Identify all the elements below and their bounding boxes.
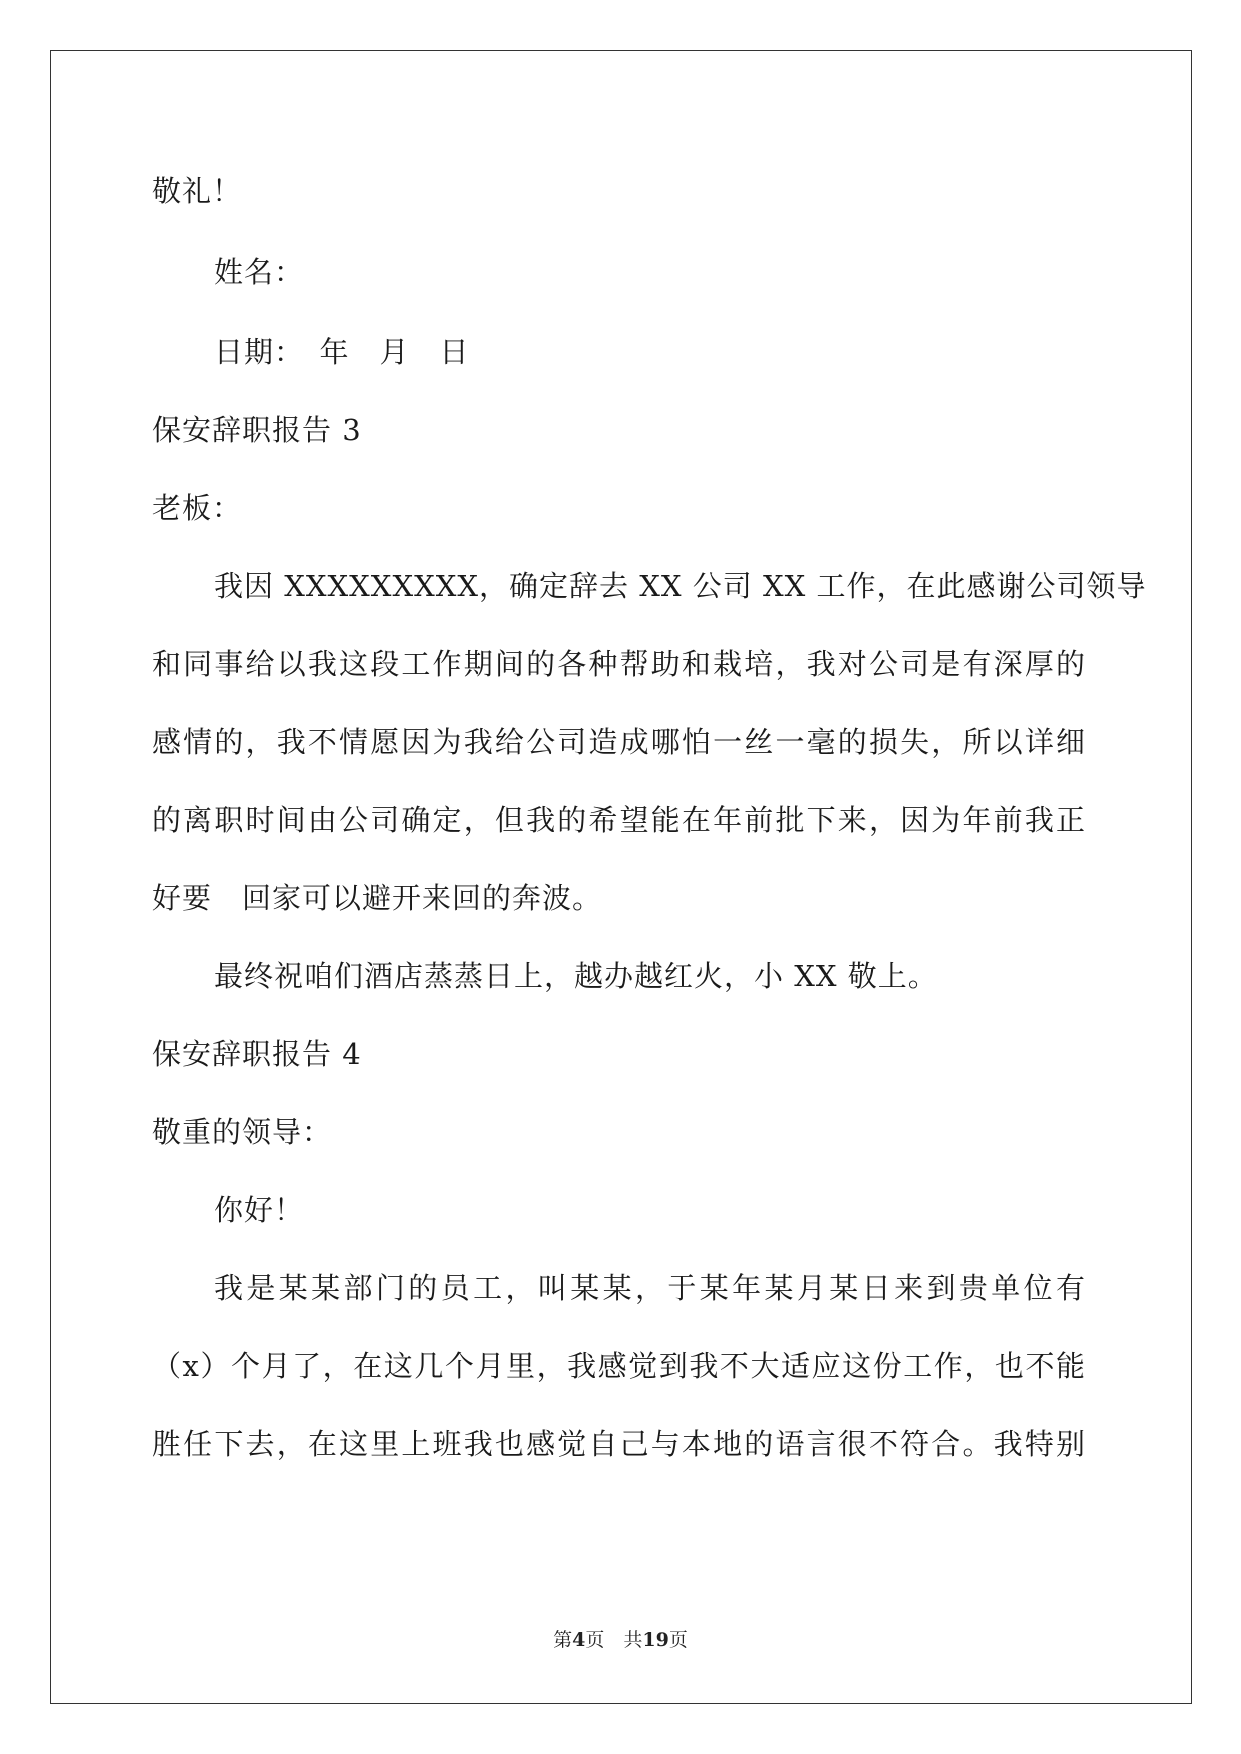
footer-middle: 页 共 [585, 1629, 643, 1651]
total-page-count: 19 [642, 1629, 669, 1651]
addressee-3: 老板： [152, 491, 243, 525]
body-paragraph-line: 我是某某部门的员工，叫某某，于某年某月某日来到贵单位有 [214, 1271, 1086, 1305]
date-field-label: 日期： 年 月 日 [214, 335, 470, 369]
body-paragraph-line: 的离职时间由公司确定，但我的希望能在年前批下来，因为年前我正 [152, 803, 1086, 837]
body-paragraph-line: 感情的，我不情愿因为我给公司造成哪怕一丝一毫的损失，所以详细 [152, 725, 1086, 759]
footer-prefix: 第 [553, 1629, 573, 1651]
body-paragraph-line: （x）个月了，在这几个月里，我感觉到我不大适应这份工作，也不能 [152, 1349, 1086, 1383]
closing-wish: 最终祝咱们酒店蒸蒸日上，越办越红火，小 XX 敬上。 [214, 959, 938, 993]
addressee-4: 敬重的领导： [152, 1115, 333, 1149]
body-paragraph-line: 胜任下去，在这里上班我也感觉自己与本地的语言很不符合。我特别 [152, 1427, 1086, 1461]
name-field-label: 姓名： [214, 255, 305, 289]
current-page-number: 4 [572, 1629, 586, 1651]
body-paragraph-line: 和同事给以我这段工作期间的各种帮助和栽培，我对公司是有深厚的 [152, 647, 1086, 681]
page-footer [0, 1628, 1241, 1652]
closing-salutation: 敬礼！ [152, 174, 243, 208]
section-title-3: 保安辞职报告 3 [152, 413, 362, 447]
footer-suffix: 页 [668, 1629, 688, 1651]
section-title-4: 保安辞职报告 4 [152, 1037, 362, 1071]
body-paragraph-line: 我因 XXXXXXXXX，确定辞去 XX 公司 XX 工作，在此感谢公司领导 [214, 569, 1147, 603]
greeting: 你好！ [214, 1193, 305, 1227]
body-paragraph-line: 好要 回家可以避开来回的奔波。 [152, 881, 603, 915]
